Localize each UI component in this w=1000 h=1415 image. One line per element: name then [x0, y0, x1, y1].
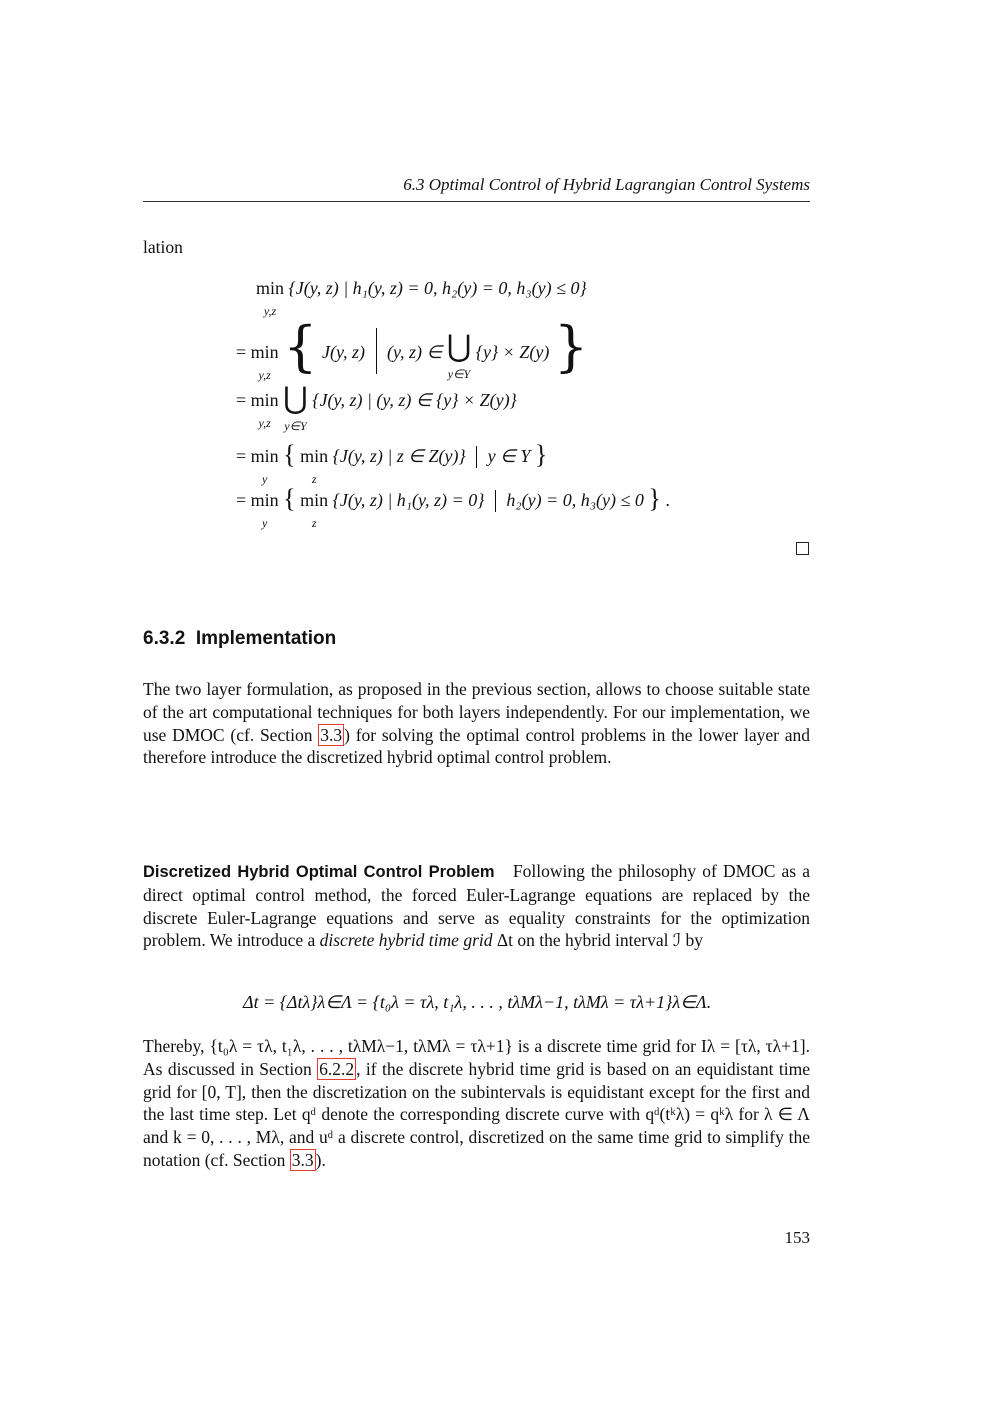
eq-line-4-body: {J(y, z) | z ∈ Z(y)} [332, 446, 466, 466]
big-union-symbol: ⋃ [446, 330, 472, 363]
min-operator: min [256, 278, 285, 298]
min-subscript: y,z [258, 368, 271, 382]
min-subscript: y [262, 516, 268, 530]
equals-sign: = [236, 390, 247, 410]
left-brace: { [283, 484, 296, 513]
set-divider [376, 328, 377, 374]
paragraph-text: Following the philosophy of DMOC as a direct optimal control method, the forced Euler-Lagrange equations are replaced by the discrete Euler-Lagrange equations and serve as equality constraints for the optimization problem. We introduce a [143, 861, 810, 951]
section-title: Implementation [195, 628, 337, 649]
equals-sign: = [236, 342, 247, 362]
section-number: 6.3.2 [143, 628, 186, 649]
paragraph-text: The two layer formulation, as proposed in the previous section, allows to choose suitable state of the art computational techniques for both layers independently. For our implementation, we use DMOC (cf. Section [143, 679, 810, 745]
derivation-block [232, 272, 772, 532]
paragraph-text: , if the discrete hybrid time grid is based on an equidistant time grid for [0, T], then the discretization on the subintervals is equidistant except for the first and the last time step. Let qᵈ denote the corresponding discrete curve with qᵈ(tᵏλ) = qᵏλ for λ ∈ Λ and k = 0, . . . , Mλ, and uᵈ a discrete control, discretized on the same time grid to simplify the notation (cf. Section [143, 1058, 810, 1170]
eq-line-5-condition: h₂(y) = 0, h₃(y) ≤ 0 [506, 490, 644, 510]
min-subscript: y,z [263, 304, 277, 318]
right-big-brace: } [553, 315, 589, 378]
eq-line-2 [236, 315, 589, 384]
right-brace: } [534, 440, 548, 469]
eq-line-4-condition: y ∈ Y [487, 446, 531, 466]
right-brace: } [648, 484, 661, 513]
section-ref-link[interactable]: 6.2.2 [319, 1058, 355, 1079]
eq-line-2-body-right: {y} × Z(y) [475, 342, 550, 362]
eq-line-4 [236, 440, 548, 488]
page-number: 153 [784, 1228, 810, 1247]
emphasized-term: discrete hybrid time grid [319, 930, 493, 951]
inner-min-subscript: z [311, 516, 317, 530]
big-union-symbol: ⋃ [283, 382, 308, 415]
equals-sign: = [236, 490, 247, 510]
section-ref-link[interactable]: 3.3 [291, 1149, 314, 1170]
paragraph-text: ). [315, 1149, 326, 1170]
eq-line-2-body-mid: (y, z) ∈ [387, 342, 443, 362]
set-divider [495, 490, 496, 512]
section-ref-link[interactable]: 3.3 [320, 724, 343, 745]
paragraph-text: Δt on the hybrid interval ℐ by [492, 930, 703, 951]
inner-min-operator: min [300, 490, 329, 510]
paragraph-text: ) for solving the optimal control problems in the lower layer and therefore introduce the discretized hybrid optimal control problem. [143, 724, 810, 768]
equals-sign: = [236, 446, 247, 466]
runin-heading: Discretized Hybrid Optimal Control Problem [143, 863, 495, 881]
eq-line-2-body-left: J(y, z) [322, 342, 366, 362]
time-grid-equation [243, 992, 711, 1013]
eq-line-3 [236, 382, 517, 435]
eq-line-5-body: {J(y, z) | h₁(y, z) = 0} [332, 490, 485, 510]
eq-end-period: . [665, 490, 670, 510]
thereby-paragraph [143, 1035, 810, 1172]
running-header: 6.3 Optimal Control of Hybrid Lagrangian Control Systems [403, 175, 810, 194]
union-subscript: y∈Y [284, 419, 307, 433]
min-subscript: y,z [258, 416, 271, 430]
display-equation: Δt = {Δtλ}λ∈Λ = {t₀λ = τλ, t₁λ, . . . , tλMλ−1, tλMλ = τλ+1}λ∈Λ. [243, 992, 712, 1012]
eq-line-1 [256, 278, 587, 320]
eq-line-1-body: {J(y, z) | h₁(y, z) = 0, h₂(y) = 0, h₃(y) ≤ 0} [288, 278, 587, 298]
implementation-paragraph [143, 678, 810, 769]
left-brace: { [283, 440, 296, 469]
section-heading [143, 628, 336, 650]
min-operator: min [250, 490, 279, 510]
header-rule [143, 201, 810, 202]
min-operator: min [250, 390, 279, 410]
qed-box [796, 542, 809, 555]
union-subscript: y∈Y [447, 367, 471, 381]
intro-word: lation [143, 237, 183, 257]
min-subscript: y [262, 472, 268, 486]
set-divider [476, 446, 477, 468]
paragraph-text: Thereby, {t₀λ = τλ, t₁λ, . . . , tλMλ−1, tλMλ = τλ+1} is a discrete time grid for Iλ = [τλ, τλ+1]. As discussed in Section [143, 1036, 810, 1079]
min-operator: min [250, 342, 279, 362]
eq-line-3-body: {J(y, z) | (y, z) ∈ {y} × Z(y)} [312, 390, 517, 410]
inner-min-subscript: z [311, 472, 317, 486]
min-operator: min [250, 446, 279, 466]
eq-line-5 [236, 484, 670, 532]
left-big-brace: { [283, 315, 318, 378]
inner-min-operator: min [300, 446, 329, 466]
dhocp-paragraph [143, 860, 810, 952]
